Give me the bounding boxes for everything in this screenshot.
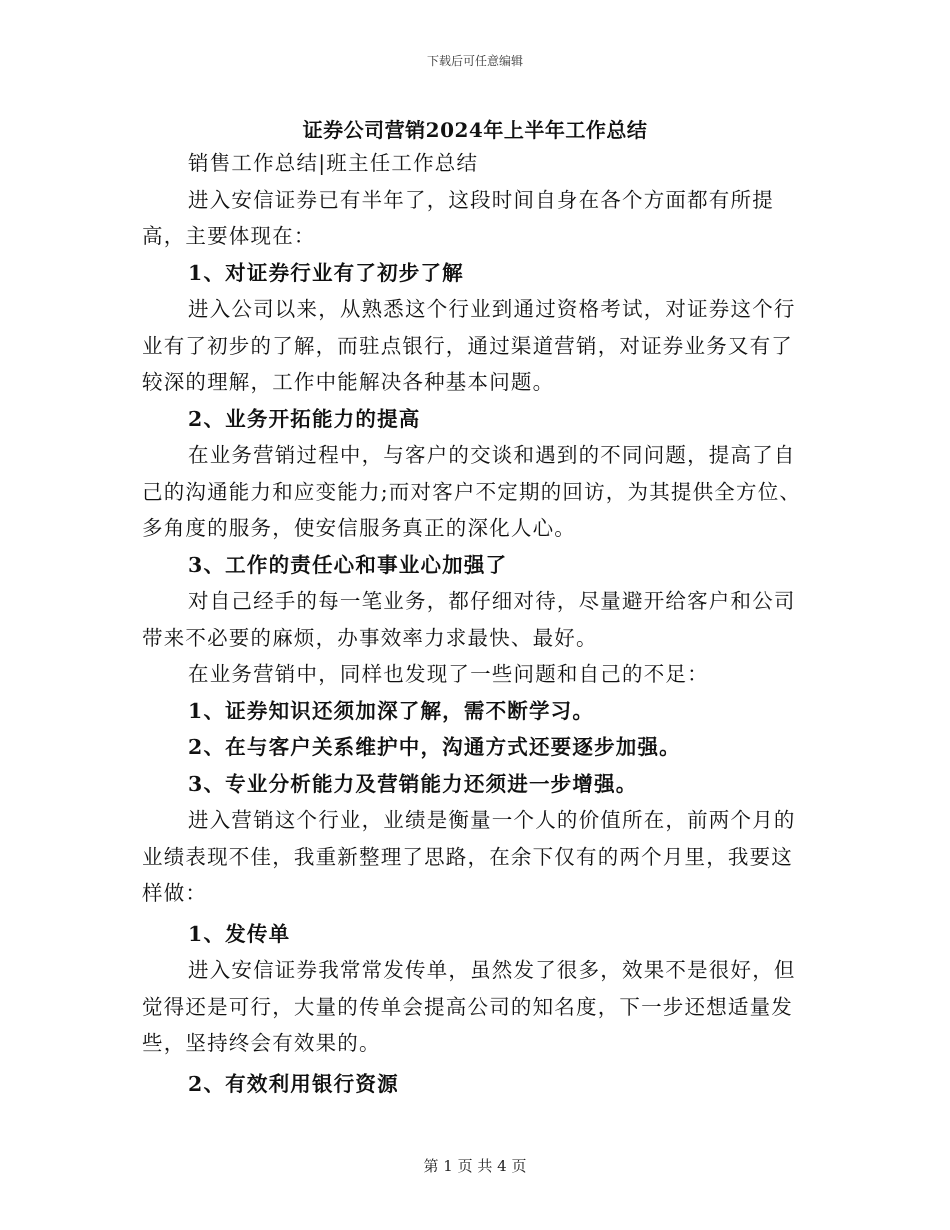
header-note: 下载后可任意编辑 xyxy=(426,54,523,68)
section-heading: 2、业务开拓能力的提高 xyxy=(188,406,421,431)
document-title: 证券公司营销2024年上半年工作总结 xyxy=(302,118,648,142)
section-heading: 1、对证券行业有了初步了解 xyxy=(188,260,464,285)
plan-heading: 2、有效利用银行资源 xyxy=(188,1071,399,1096)
document-body xyxy=(142,145,812,1102)
shortcoming-item: 1、证券知识还须加深了解，需不断学习。 xyxy=(188,698,595,723)
paragraph: 在业务营销过程中，与客户的交谈和遇到的不同问题，提高了自己的沟通能力和应变能力;而对客户不定期的回访，为其提供全方位、多角度的服务，使安信服务真正的深化人心。 xyxy=(142,443,802,540)
paragraph: 销售工作总结|班主任工作总结 xyxy=(188,151,479,175)
shortcoming-item: 3、专业分析能力及营销能力还须进一步增强。 xyxy=(188,771,638,796)
paragraph: 进入营销这个行业，业绩是衡量一个人的价值所在，前两个月的业绩表现不佳，我重新整理了思路，在余下仅有的两个月里，我要这样做： xyxy=(142,808,796,905)
shortcoming-item: 2、在与客户关系维护中，沟通方式还要逐步加强。 xyxy=(188,735,681,759)
page-footer: 第 1 页 共 4 页 xyxy=(423,1157,527,1175)
paragraph: 对自己经手的每一笔业务，都仔细对待，尽量避开给客户和公司带来不必要的麻烦，办事效率力求最快、最好。 xyxy=(142,589,796,650)
paragraph: 进入安信证券已有半年了，这段时间自身在各个方面都有所提高，主要体现在： xyxy=(142,187,774,248)
section-heading: 3、工作的责任心和事业心加强了 xyxy=(188,552,508,577)
plan-heading: 1、发传单 xyxy=(188,921,291,946)
paragraph: 进入安信证券我常常发传单，虽然发了很多，效果不是很好，但觉得还是可行，大量的传单会提高公司的知名度，下一步还想适量发些，坚持终会有效果的。 xyxy=(142,958,796,1055)
paragraph: 进入公司以来，从熟悉这个行业到通过资格考试，对证券这个行业有了初步的了解，而驻点银行，通过渠道营销，对证券业务又有了较深的理解，工作中能解决各种基本问题。 xyxy=(142,297,796,394)
paragraph: 在业务营销中，同样也发现了一些问题和自己的不足： xyxy=(188,662,709,686)
